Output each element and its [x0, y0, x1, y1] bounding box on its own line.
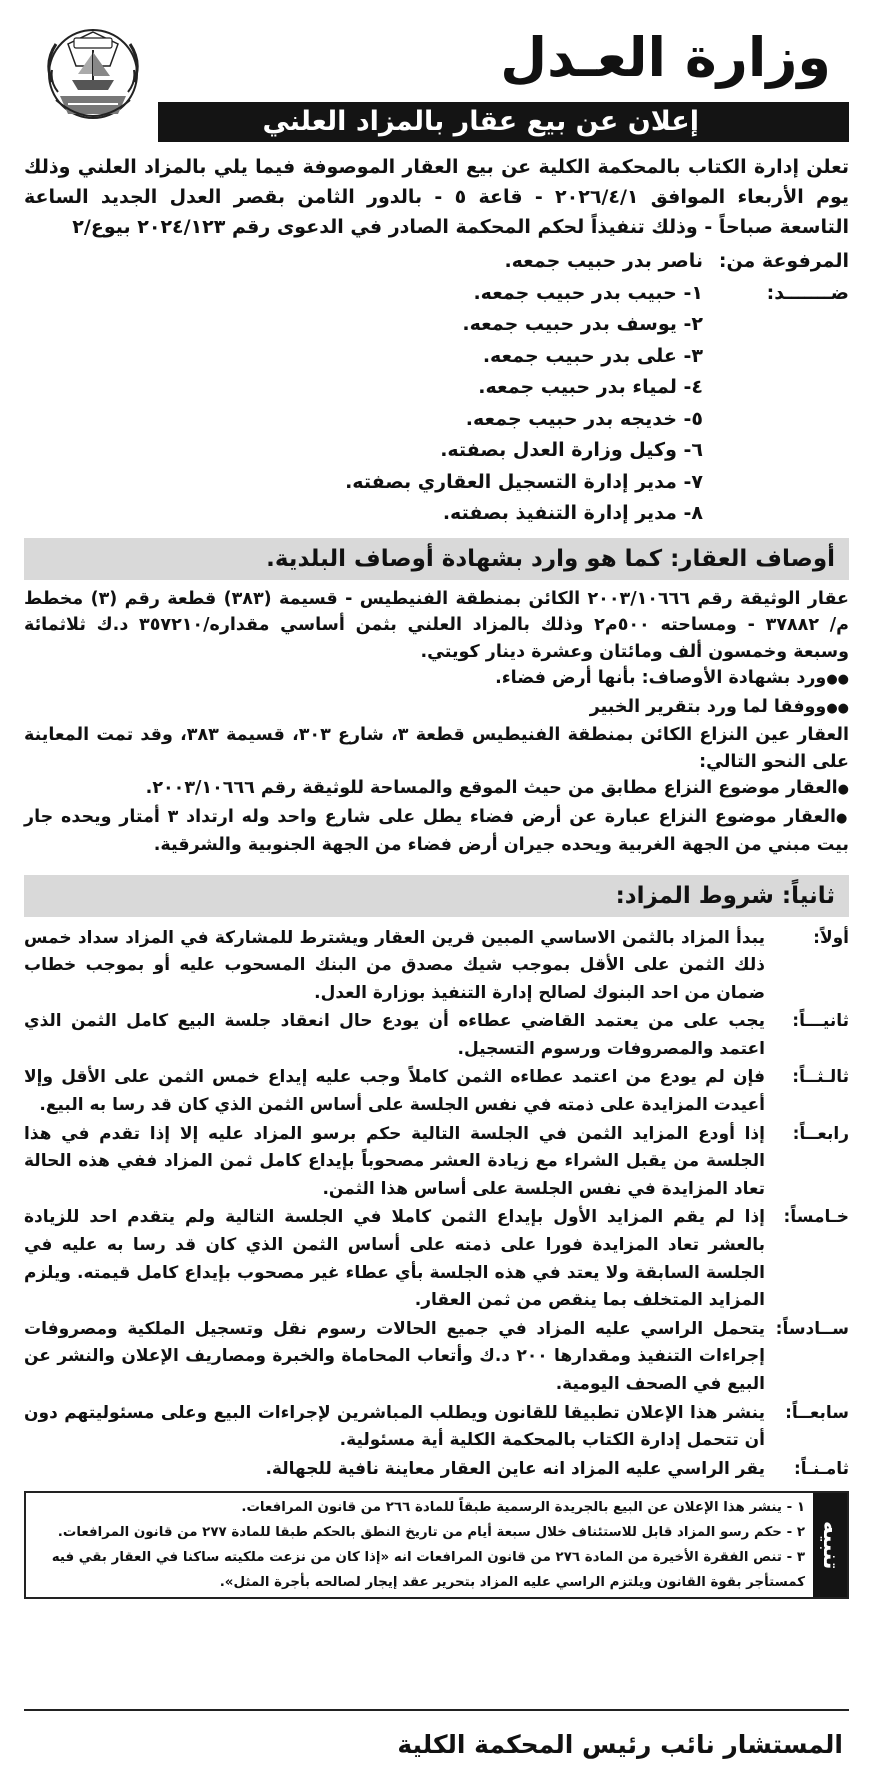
plaintiff-label: المرفوعة من: [718, 250, 849, 272]
notes-box [24, 1491, 849, 1599]
condition-item [24, 1064, 849, 1119]
defendant-line [24, 309, 849, 341]
divider [24, 1709, 849, 1711]
condition-item [24, 1121, 849, 1204]
condition-text: إذا لم يقم المزايد الأول بإيداع الثمن كاملا في الجلسة التالية ولم يتقدم احد للزيادة بالعشر تعاد المزايدة فورا على ذمته على أساس الثمن الذي كان قد رسا به عليه في الجلسة السابقة ولا يعتد في هذه الجلسة بأي عطاء غير مصحوب بإيداع كامل قيمته. ويلزم المزايد المتخلف بما ينقص من ثمن العقار. [24, 1207, 765, 1311]
defendant-line [24, 498, 849, 530]
defendant-item: ١- حبيب بدر حبيب جمعه. [473, 281, 703, 304]
defendant-line [24, 278, 849, 310]
defendant-item: ٧- مدير إدارة التسجيل العقاري بصفته. [345, 470, 703, 493]
property-description-heading: أوصاف العقار: كما هو وارد بشهادة أوصاف البلدية. [24, 536, 849, 580]
condition-label: ثالـثــاً: [792, 1067, 849, 1088]
condition-label: ثامـنـاً: [793, 1458, 849, 1479]
expert-point: ● العقار موضوع النزاع مطابق من حيث الموقع والمساحة للوثيقة رقم ٢٠٠٣/١٠٦٦٦. [24, 775, 849, 804]
defendant-line [24, 467, 849, 499]
condition-text: ينشر هذا الإعلان تطبيقا للقانون ويطلب المباشرين لإجراءات البيع وعلى مسئوليتهم دون أن تتحمل إدارة الكتاب بالمحكمة الكلية أية مسئولية. [24, 1402, 765, 1451]
note-item: ١ - ينشر هذا الإعلان عن البيع بالجريدة الرسمية طبقاً للمادة ٢٦٦ من قانون المرافعات. [241, 1500, 805, 1516]
condition-text: فإن لم يودع من اعتمد عطاءه الثمن كاملاً وجب عليه إيداع خمس الثمن على الأقل وإلا أعيدت المزايدة على ذمته في نفس الجلسة على أساس الثمن الذي كان قد رسا به البيع. [24, 1067, 765, 1116]
condition-item [24, 1316, 849, 1399]
property-description [24, 586, 849, 859]
condition-text: يقر الراسي عليه المزاد انه عاين العقار معاينة نافية للجهالة. [265, 1458, 765, 1479]
condition-item [24, 1204, 849, 1314]
expert-paragraph: العقار عين النزاع الكائن بمنطقة الفنيطيس قطعة ٣، شارع ٣٠٣، قسيمة ٣٨٣، وقد تمت المعاينة على النحو التالي: [24, 725, 850, 772]
defendant-line [24, 435, 849, 467]
condition-label: ثانيـــاً: [792, 1011, 849, 1032]
notes-body [26, 1493, 813, 1597]
notes-label: تنبيه [813, 1493, 847, 1597]
condition-text: إذا أودع المزايد الثمن في الجلسة التالية حكم برسو المزاد عليه إلا إذا تقدم في هذا الجلسة من يقبل الشراء مع زيادة العشر مصحوباً بإيداع كامل ثمن المزاد ففي هذه الحالة تعاد المزايدة في نفس الجلسة على أساس هذا الثمن. [24, 1123, 765, 1199]
defendant-item: ٥- خديجه بدر حبيب جمعه. [465, 407, 703, 430]
condition-label: خـامساً: [783, 1207, 849, 1228]
auction-conditions [24, 925, 849, 1484]
condition-item [24, 1456, 849, 1484]
defendant-item: ٨- مدير إدارة التنفيذ بصفته. [442, 502, 703, 524]
condition-item [24, 925, 849, 1008]
defendant-item: ٢- يوسف بدر حبيب جمعه. [462, 313, 703, 335]
plaintiff-line [24, 246, 849, 278]
property-paragraph: عقار الوثيقة رقم ٢٠٠٣/١٠٦٦٦ الكائن بمنطقة الفنيطيس - قسيمة (٣٨٣) قطعة رقم (٣) مخطط م/ ٣٧٨٨٢ - ومساحته ٥٠٠م٢ وذلك بالمزاد العلني بثمن أساسي مقداره/٣٥٧٢١٠ د.ك ثلاثمائة وسبعة وخمسون ألف ومائتان وعشرة دينار كويتي. [24, 588, 850, 662]
description-bullet: ●● ورد بشهادة الأوصاف: بأنها أرض فضاء. [24, 665, 849, 694]
defendant-item: ٦- وكيل وزارة العدل بصفته. [440, 439, 703, 461]
note-item: ٣ - تنص الفقرة الأخيرة من المادة ٢٧٦ من قانون المرافعات انه «إذا كان من نزعت ملكيته ساكنا في العقار بقي فيه كمستأجر بقوة القانون ويلتزم الراسي عليه المزاد بتحرير عقد إيجار لصالحه بأجرة المثل». [51, 1550, 805, 1591]
against-label: ضـــــــد: [766, 281, 849, 304]
note-item: ٢ - حكم رسو المزاد قابل للاستئناف خلال سبعة أيام من تاريخ النطق بالحكم طبقا للمادة ٢٧٧ من قانون المرافعات. [57, 1525, 805, 1541]
auction-conditions-heading: ثانياً: شروط المزاد: [24, 873, 849, 917]
condition-text: يتحمل الراسي عليه المزاد في جميع الحالات رسوم نقل وتسجيل الملكية ومصروفات إجراءات التنفيذ ومقدارها ٢٠٠ د.ك وأتعاب المحاماة والخبرة ومصاريف الإعلان والنشر عن البيع في الصحف اليومية. [24, 1318, 765, 1394]
parties [24, 246, 849, 530]
expert-point: ● العقار موضوع النزاع عبارة عن أرض فضاء يطل على شارع واحد وله ارتداد ٣ أمتار ويحده جار بيت مبني من الجهة الغربية ويحده جيران أرض فضاء من الجهة الجنوبية والشرقية. [24, 804, 849, 859]
condition-label: سابعــاً: [785, 1402, 849, 1423]
condition-item [24, 1008, 849, 1063]
condition-label: رابعــاً: [792, 1123, 849, 1144]
plaintiff-name: ناصر بدر حبيب جمعه. [504, 250, 703, 272]
condition-label: أولاً: [813, 927, 849, 948]
description-bullet: ●● ووفقا لما ورد بتقرير الخبير [24, 694, 849, 723]
condition-text: يجب على من يعتمد القاضي عطاءه أن يودع حال انعقاد جلسة البيع كامل الثمن الذي اعتمد والمصروفات ورسوم التسجيل. [24, 1011, 765, 1059]
defendant-item: ٤- لمياء بدر حبيب جمعه. [478, 376, 703, 398]
kuwait-emblem-icon [38, 22, 148, 132]
defendant-item: ٣- على بدر حبيب جمعه. [482, 344, 703, 367]
header [24, 16, 849, 138]
condition-item [24, 1400, 849, 1455]
defendant-line [24, 372, 849, 404]
condition-text: يبدأ المزاد بالثمن الاساسي المبين قرين العقار ويشترط للمشاركة في المزاد سداد خمس ذلك الثمن على الأقل بموجب شيك مصدق من البنك المسحوب عليه أو بموجب خطاب ضمان من احد البنوك لصالح إدارة التنفيذ بوزارة العدل. [24, 927, 765, 1003]
condition-label: ســادساً: [775, 1318, 849, 1339]
ministry-name: وزارة العـدل [500, 26, 831, 89]
intro-paragraph: تعلن إدارة الكتاب بالمحكمة الكلية عن بيع العقار الموصوفة فيما يلي بالمزاد العلني وذلك يوم الأربعاء الموافق ٢٠٢٦/٤/١ - قاعة ٥ - بالدور الثامن بقصر العدل الجديد الساعة التاسعة صباحاً - وذلك تنفيذاً لحكم المحكمة الصادر في الدعوى رقم ٢٠٢٤/١٢٣ بيوع/٢ [24, 156, 849, 238]
defendant-line [24, 404, 849, 436]
announcement-title: إعلان عن بيع عقار بالمزاد العلني [158, 102, 849, 142]
signature: المستشار نائب رئيس المحكمة الكلية [397, 1730, 843, 1759]
defendant-line [24, 341, 849, 373]
